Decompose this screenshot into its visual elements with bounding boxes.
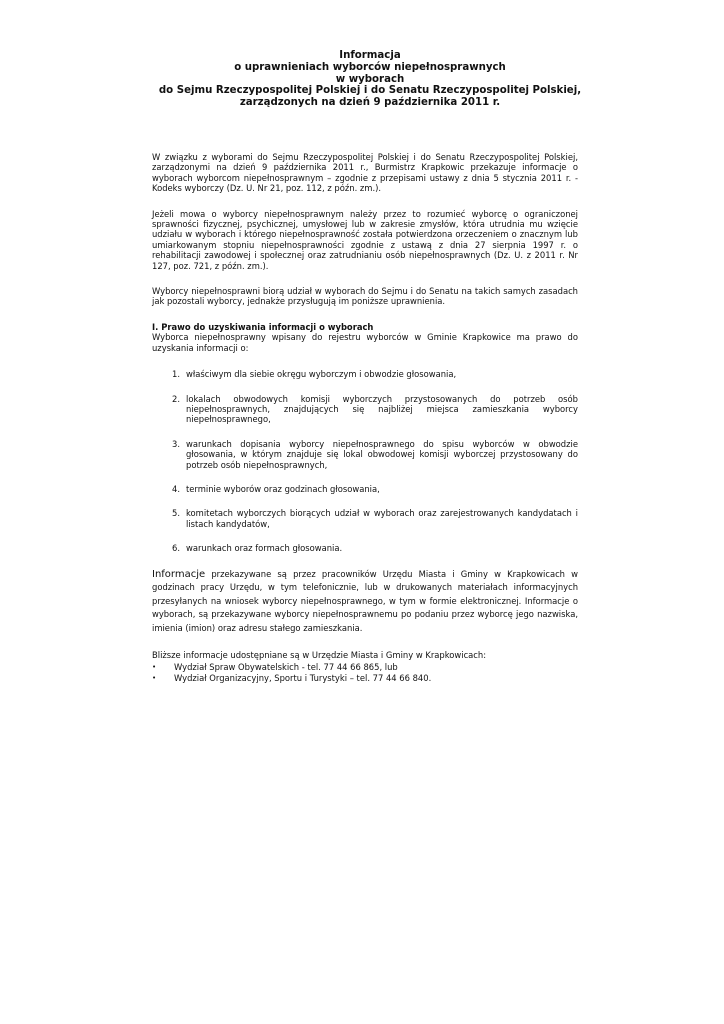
info-lead-word: Informacje: [152, 568, 206, 580]
list-item: [152, 543, 578, 553]
info-text: przekazywane są przez pracowników Urzędu Miasta i Gminy w Krapkowicach w godzinach pracy Urzędu, w tym telefonicznie, lub w drukowanych materiałach informacyjnych przesyłanych na wniosek wyborcy niepełnosprawnego, w tym w formie elektronicznej. Informacje o wyborach, są przekazywane wyborcy niepełnosprawnemu po podaniu przez wyborcę jego nazwiska, imienia (imion) oraz adresu stałego zamieszkania.: [152, 568, 578, 633]
list-item: [152, 369, 578, 379]
list-item: [152, 673, 578, 683]
section-heading: I. Prawo do uzyskiwania informacji o wyborach: [152, 321, 374, 332]
list-item-number: 4.: [172, 483, 180, 494]
rights-paragraph: Wyborcy niepełnosprawni biorą udział w wyborach do Sejmu i do Senatu na takich samych zasadach jak pozostali wyborcy, jednakże przysługują im poniższe uprawnienia.: [152, 286, 578, 307]
contacts-intro: Bliższe informacje udostępniane są w Urzędzie Miasta i Gminy w Krapkowicach:: [152, 649, 487, 660]
list-item-text: terminie wyborów oraz godzinach głosowania,: [186, 483, 380, 494]
list-item-text: lokalach obwodowych komisji wyborczych przystosowanych do potrzeb osób niepełnosprawnych, znajdujących się najbliżej miejsca zamieszkania wyborcy niepełnosprawnego,: [186, 393, 578, 425]
bullet-icon: •: [152, 674, 157, 683]
definition-paragraph: Jeżeli mowa o wyborcy niepełnosprawnym należy przez to rozumieć wyborcę o ograniczonej sprawności fizycznej, psychicznej, umysłowej lub w zakresie zmysłów, która utrudnia mu wzięcie udziału w wyborach i którego niepełnosprawność została potwierdzona orzeczeniem o znacznym lub umiarkowanym stopniu niepełnosprawności zgodnie z ustawą z dnia 27 sierpnia 1997 r. o rehabilitacji zawodowej i społecznej oraz zatrudnianiu osób niepełnosprawnych (Dz. U. z 2011 r. Nr 127, poz. 721, z późn. zm.).: [152, 208, 578, 271]
contact-text: Wydział Organizacyjny, Sportu i Turystyki – tel. 77 44 66 840.: [174, 673, 432, 684]
list-item-number: 2.: [172, 393, 180, 404]
info-paragraph: [152, 568, 578, 636]
title-line-1: Informacja: [339, 50, 401, 61]
list-item-number: 1.: [172, 369, 180, 380]
title-line-3: w wyborach: [335, 73, 405, 85]
list-item-number: 5.: [172, 508, 180, 519]
document-title: [120, 50, 620, 109]
list-item: [152, 508, 578, 529]
title-line-4: do Sejmu Rzeczypospolitej Polskiej i do Senatu Rzeczypospolitej Polskiej,: [158, 85, 582, 97]
list-item-number: 6.: [172, 543, 180, 554]
title-line-2: o uprawnieniach wyborców niepełnosprawnych: [234, 61, 506, 73]
list-item: [152, 484, 578, 494]
contact-text: Wydział Spraw Obywatelskich - tel. 77 44 66 865, lub: [174, 661, 398, 672]
list-item-text: właściwym dla siebie okręgu wyborczym i obwodzie głosowania,: [186, 369, 457, 380]
list-item-text: warunkach dopisania wyborcy niepełnosprawnego do spisu wyborców w obwodzie głosowania, w którym znajduje się lokal obwodowej komisji wyborczej przystosowany do potrzeb osób niepełnosprawnych,: [186, 438, 578, 470]
list-item: [152, 662, 578, 672]
list-item: [152, 439, 578, 470]
list-item-number: 3.: [172, 438, 180, 449]
bullet-icon: •: [152, 662, 157, 671]
information-list: [152, 369, 578, 553]
document-body: [152, 152, 578, 685]
intro-paragraph: W związku z wyborami do Sejmu Rzeczypospolitej Polskiej i do Senatu Rzeczypospolitej Polskiej, zarządzonymi na dzień 9 października 2011 r., Burmistrz Krapkowic przekazuje informacje o wyborach wyborcom niepełnosprawnym – zgodnie z przepisami ustawy z dnia 5 stycznia 2011 r. - Kodeks wyborczy (Dz. U. Nr 21, poz. 112, z późn. zm.).: [152, 152, 578, 194]
contacts-list: [152, 662, 578, 684]
list-item-text: komitetach wyborczych biorących udział w wyborach oraz zarejestrowanych kandydatach i listach kandydatów,: [186, 508, 578, 529]
title-line-5: zarządzonych na dzień 9 października 2011 r.: [239, 97, 501, 109]
list-item-text: warunkach oraz formach głosowania.: [186, 543, 343, 554]
list-item: [152, 394, 578, 425]
section-intro: Wyborca niepełnosprawny wpisany do rejestru wyborców w Gminie Krapkowice ma prawo do uzyskania informacji o:: [152, 332, 578, 353]
